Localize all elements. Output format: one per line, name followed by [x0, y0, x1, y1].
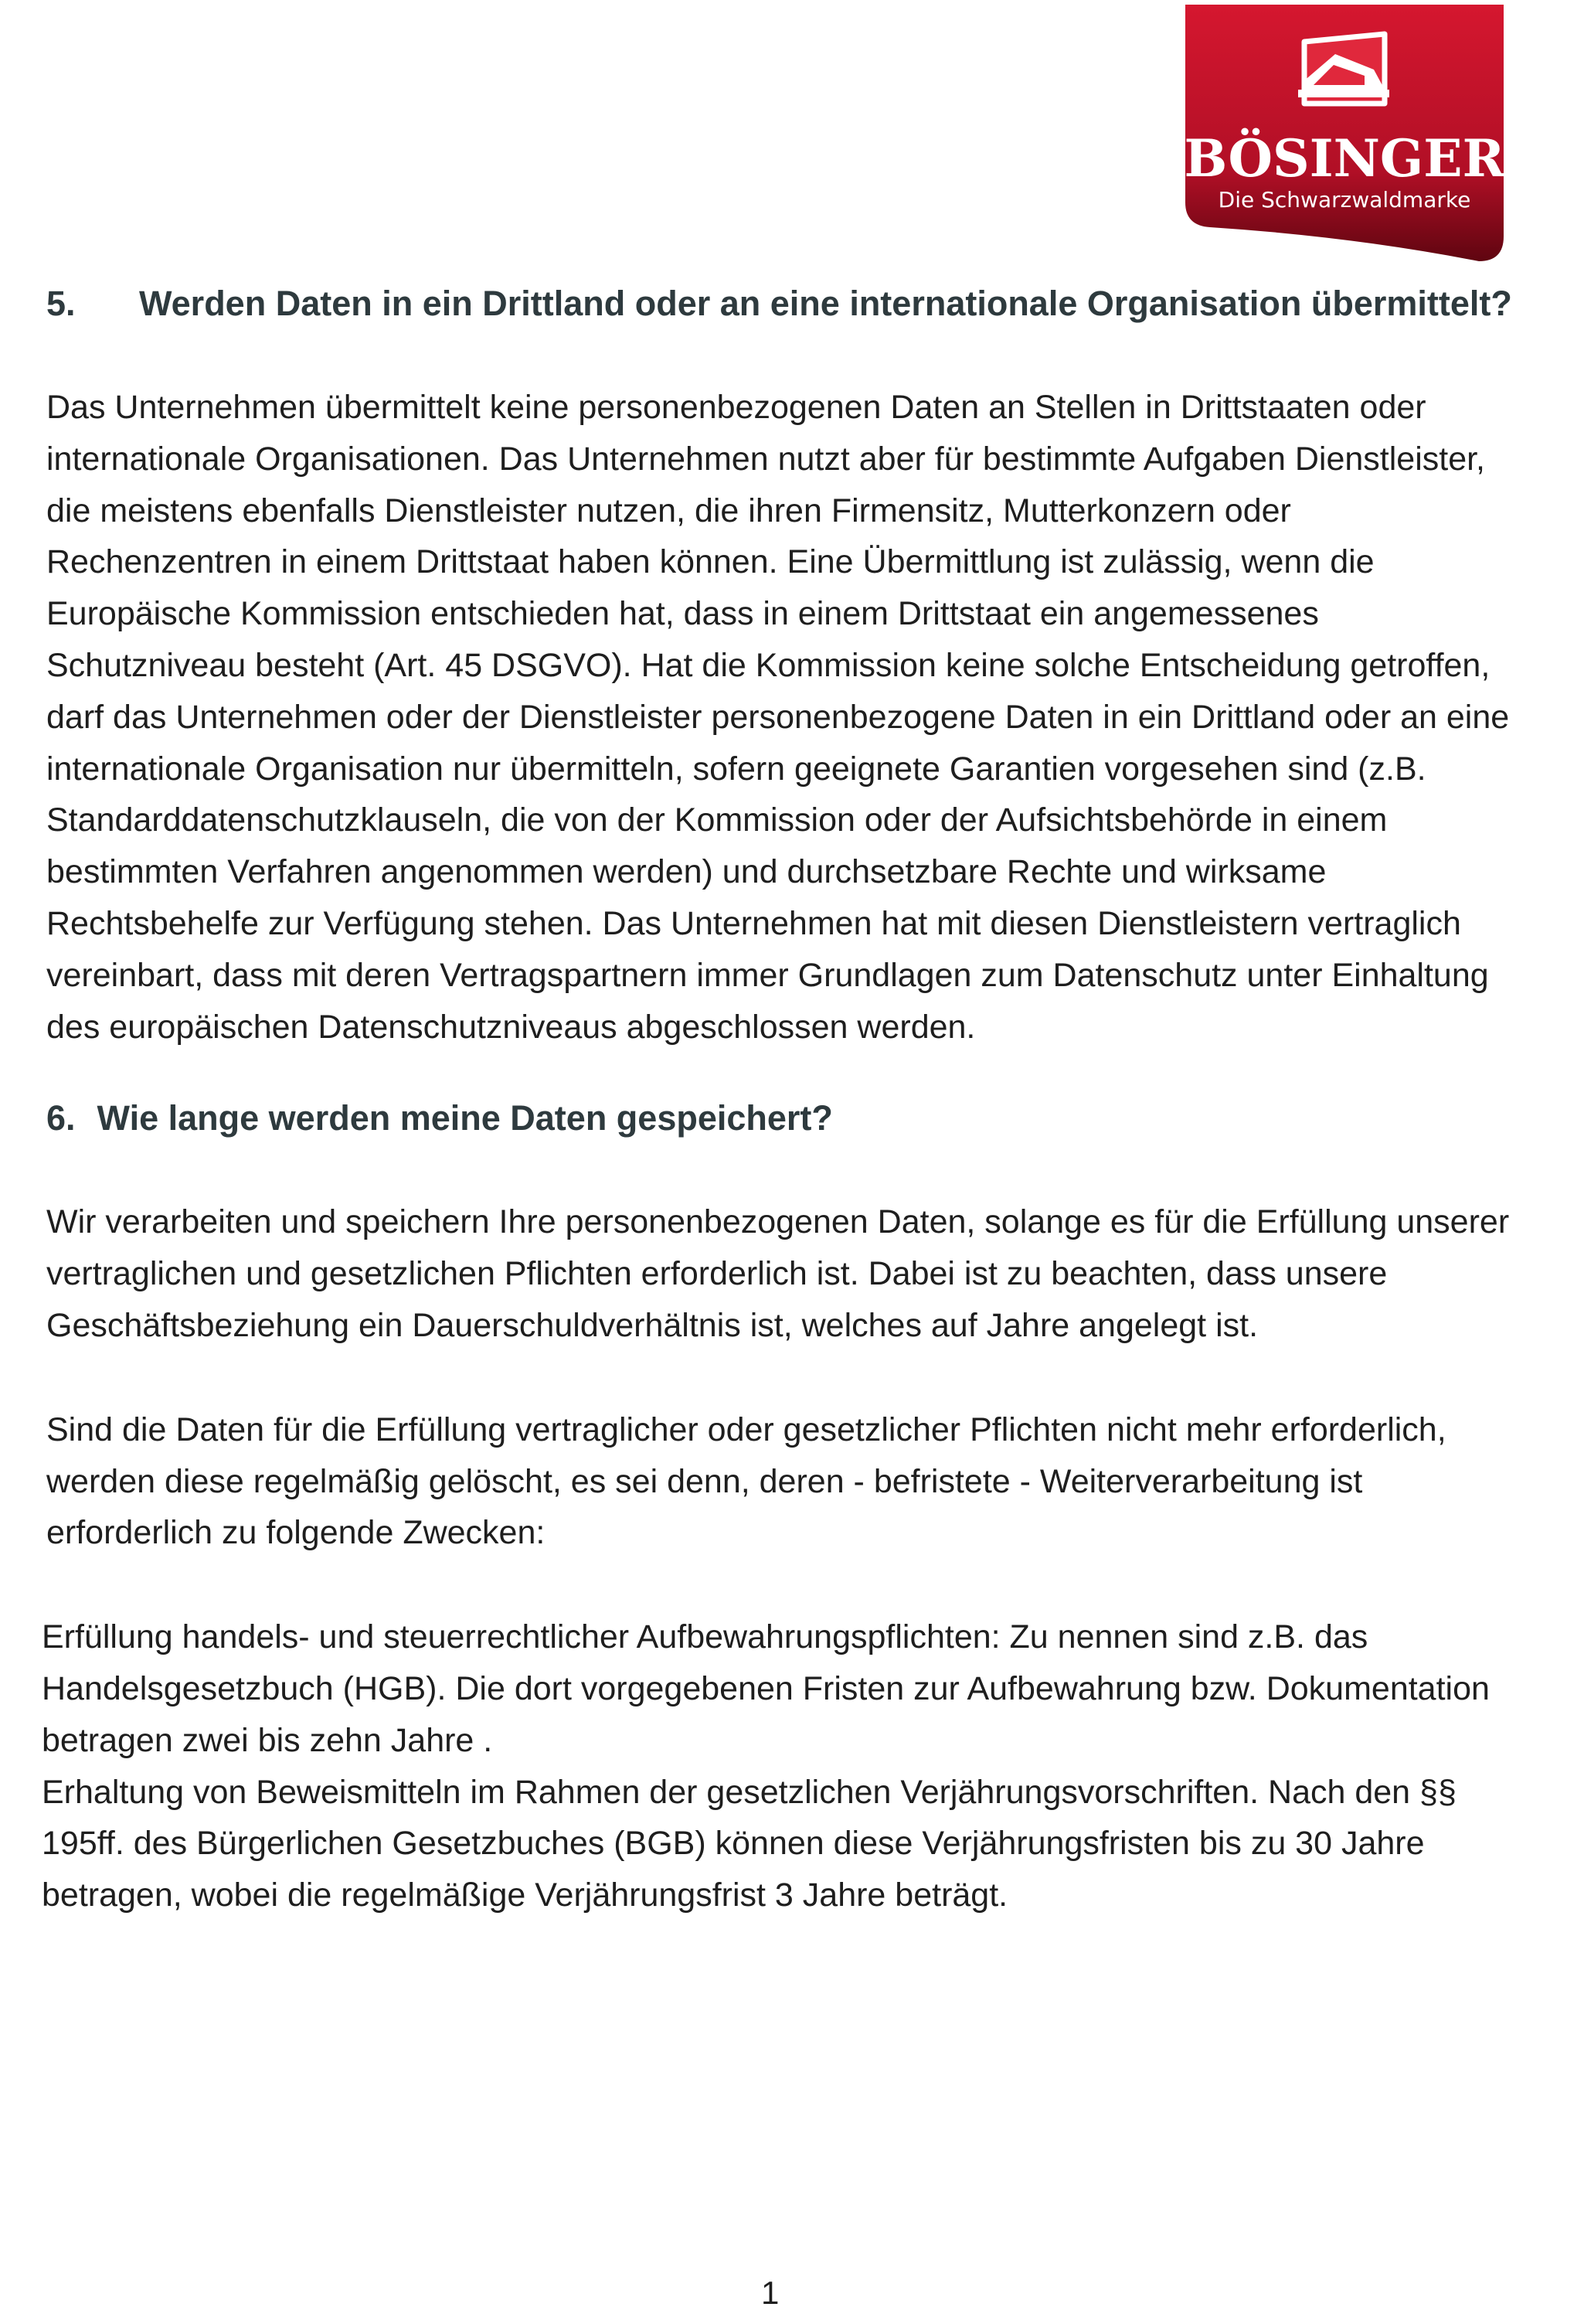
- retention-purposes-list: [42, 1611, 1514, 1921]
- list-item: Erfüllung handels- und steuerrechtlicher Aufbewahrungspflichten: Zu nennen sind z.B. das Handelsgesetzbuch (HGB). Die dort vorgegebenen Fristen zur Aufbewahrung bzw. Dokumentation betragen zwei bis zehn Jahre .: [42, 1618, 1490, 1759]
- logo-tagline: Die Schwarzwaldmarke: [1218, 187, 1471, 213]
- section-6-paragraph-2: Sind die Daten für die Erfüllung vertraglicher oder gesetzlicher Pflichten nicht mehr erforderlich, werden diese regelmäßig gelöscht, es sei denn, deren - befristete - Weiterverarbeitung ist erforderlich zu folgende Zwecken:: [46, 1410, 1446, 1552]
- logo-brand: BÖSINGER: [1184, 128, 1505, 189]
- section-6-title: Wie lange werden meine Daten gespeichert?: [97, 1098, 833, 1138]
- section-6-heading: [46, 1093, 1514, 1144]
- boesinger-logo: [1182, 5, 1507, 261]
- document-body: [42, 278, 1514, 1921]
- section-6-paragraph-1: Wir verarbeiten und speichern Ihre personenbezogenen Daten, solange es für die Erfüllung unserer vertraglichen und gesetzlichen Pflichten erforderlich ist. Dabei ist zu beachten, dass unsere Geschäftsbeziehung ein Dauerschuldverhältnis ist, welches auf Jahre angelegt ist.: [46, 1203, 1510, 1344]
- section-5-number: 5.: [46, 284, 76, 323]
- section-5-heading: [46, 278, 1514, 329]
- house-icon: [1298, 34, 1389, 104]
- page-number: 1: [761, 2275, 780, 2311]
- section-5-title: Werden Daten in ein Drittland oder an eine internationale Organisation übermittelt?: [139, 284, 1512, 323]
- section-5-paragraph: Das Unternehmen übermittelt keine personenbezogenen Daten an Stellen in Drittstaaten oder internationale Organisationen. Das Unternehmen nutzt aber für bestimmte Aufgaben Dienstleister, die meistens ebenfalls Dienstleister nutzen, die ihren Firmensitz, Mutterkonzern oder Rechenzentren in einem Drittstaat haben können. Eine Übermittlung ist zulässig, wenn die Europäische Kommission entschieden hat, dass in einem Drittstaat ein angemessenes Schutzniveau besteht (Art. 45 DSGVO). Hat die Kommission keine solche Entscheidung getroffen, darf das Unternehmen oder der Dienstleister personenbezogene Daten in ein Drittland oder an eine internationale Organisation nur übermitteln, sofern geeignete Garantien vorgesehen sind (z.B. Standarddatenschutzklauseln, die von der Kommission oder der Aufsichtsbehörde in einem bestimmten Verfahren angenommen werden) und durchsetzbare Rechte und wirksame Rechtsbehelfe zur Verfügung stehen. Das Unternehmen hat mit diesen Dienstleistern vertraglich vereinbart, dass mit deren Vertragspartnern immer Grundlagen zum Datenschutz unter Einhaltung des europäischen Datenschutzniveaus abgeschlossen werden.: [46, 389, 1510, 1046]
- list-item: Erhaltung von Beweismitteln im Rahmen der gesetzlichen Verjährungsvorschriften. Nach den §§ 195ff. des Bürgerlichen Gesetzbuches (BGB) können diese Verjährungsfristen bis zu 30 Jahre betragen, wobei die regelmäßige Verjährungsfrist 3 Jahre beträgt.: [42, 1773, 1457, 1914]
- section-6-number: 6.: [46, 1098, 76, 1138]
